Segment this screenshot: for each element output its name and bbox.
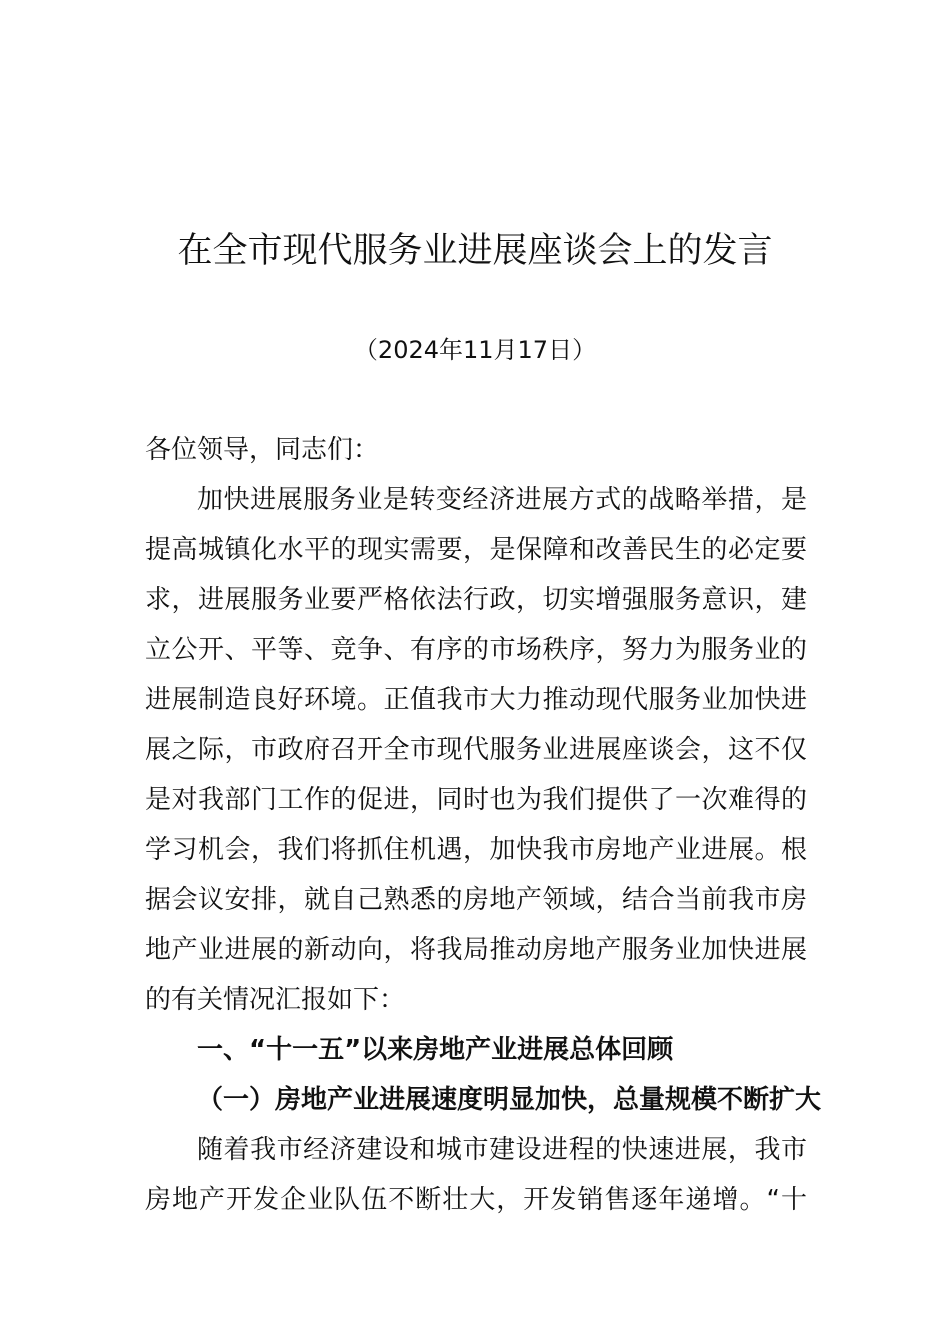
- paragraph-line: 提高城镇化水平的现实需要，是保障和改善民生的必定要: [145, 535, 807, 565]
- document-body: [145, 425, 822, 1225]
- document-date: （2024年11月17日）: [353, 336, 597, 364]
- paragraph-line: 房地产开发企业队伍不断壮大，开发销售逐年递增。“十: [145, 1185, 807, 1215]
- salutation: 各位领导，同志们：: [145, 435, 380, 465]
- paragraph-line: 求，进展服务业要严格依法行政，切实增强服务意识，建: [145, 585, 807, 615]
- paragraph-line: 地产业进展的新动向，将我局推动房地产服务业加快进展: [145, 935, 807, 965]
- paragraph-line: 进展制造良好环境。正值我市大力推动现代服务业加快进: [145, 685, 807, 715]
- paragraph-line: 展之际，市政府召开全市现代服务业进展座谈会，这不仅: [145, 735, 807, 765]
- paragraph-line: 随着我市经济建设和城市建设进程的快速进展，我市: [197, 1135, 807, 1165]
- subsection-heading: （一）房地产业进展速度明显加快，总量规模不断扩大: [197, 1085, 822, 1115]
- paragraph-line: 的有关情况汇报如下：: [145, 985, 406, 1015]
- document-title: 在全市现代服务业进展座谈会上的发言: [177, 231, 773, 271]
- paragraph-line: 是对我部门工作的促进，同时也为我们提供了一次难得的: [145, 785, 807, 815]
- paragraph-line: 学习机会，我们将抓住机遇，加快我市房地产业进展。根: [145, 835, 807, 865]
- section-heading: 一、“十一五”以来房地产业进展总体回顾: [197, 1035, 674, 1065]
- paragraph-line: 加快进展服务业是转变经济进展方式的战略举措，是: [197, 485, 807, 515]
- paragraph-line: 据会议安排，就自己熟悉的房地产领域，结合当前我市房: [145, 885, 807, 915]
- paragraph-line: 立公开、平等、竞争、有序的市场秩序，努力为服务业的: [145, 635, 807, 665]
